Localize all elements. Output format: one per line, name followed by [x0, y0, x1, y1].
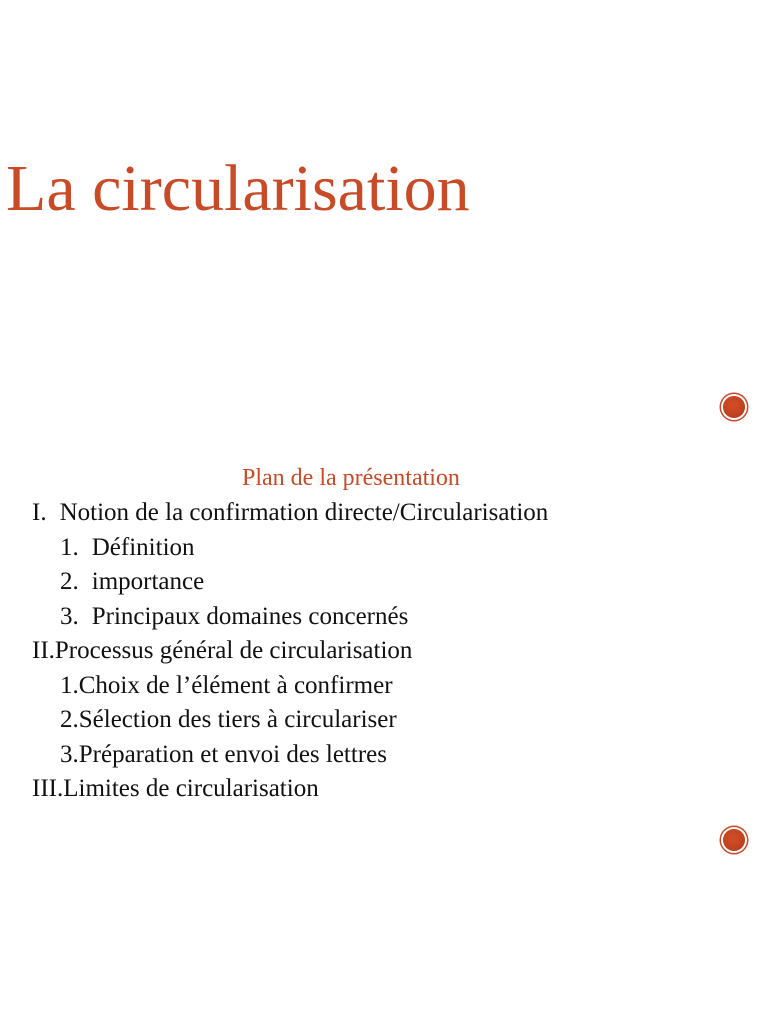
outline-text: Sélection des tiers à circulariser	[78, 706, 397, 733]
outline-item-section-3	[32, 774, 319, 804]
outline-text: Définition	[91, 534, 195, 561]
outline-number: 2.	[60, 706, 79, 733]
outline-number: II.	[32, 637, 55, 664]
outline-text: importance	[91, 568, 205, 595]
outline-number: 3.	[60, 741, 79, 768]
outline-number: I.	[32, 499, 47, 526]
plan-heading: Plan de la présentation	[242, 465, 460, 491]
outline-item-section-2-3	[60, 740, 387, 770]
outline-text: Notion de la confirmation directe/Circularisation	[59, 499, 549, 526]
circle-bullet-icon	[723, 396, 745, 418]
outline-item-section-2-2	[60, 705, 397, 735]
outline-text: Choix de l’élément à confirmer	[78, 672, 393, 699]
outline-number: 1.	[60, 672, 79, 699]
slide-title: La circularisation	[6, 152, 470, 225]
outline-item-section-1-3	[60, 602, 408, 632]
outline-item-section-2	[32, 636, 412, 666]
outline-number: 3.	[60, 603, 79, 630]
outline-text: Limites de circularisation	[63, 775, 319, 802]
circle-bullet-icon	[723, 829, 745, 851]
outline-text: Préparation et envoi des lettres	[78, 741, 387, 768]
outline-text: Processus général de circularisation	[54, 637, 413, 664]
outline-number: 2.	[60, 568, 79, 595]
outline-number: III.	[32, 775, 64, 802]
outline-item-section-2-1	[60, 671, 393, 701]
outline-number: 1.	[60, 534, 79, 561]
outline-item-section-1-2	[60, 567, 204, 597]
outline-item-section-1	[32, 498, 548, 528]
outline-text: Principaux domaines concernés	[91, 603, 409, 630]
outline-item-section-1-1	[60, 533, 195, 563]
